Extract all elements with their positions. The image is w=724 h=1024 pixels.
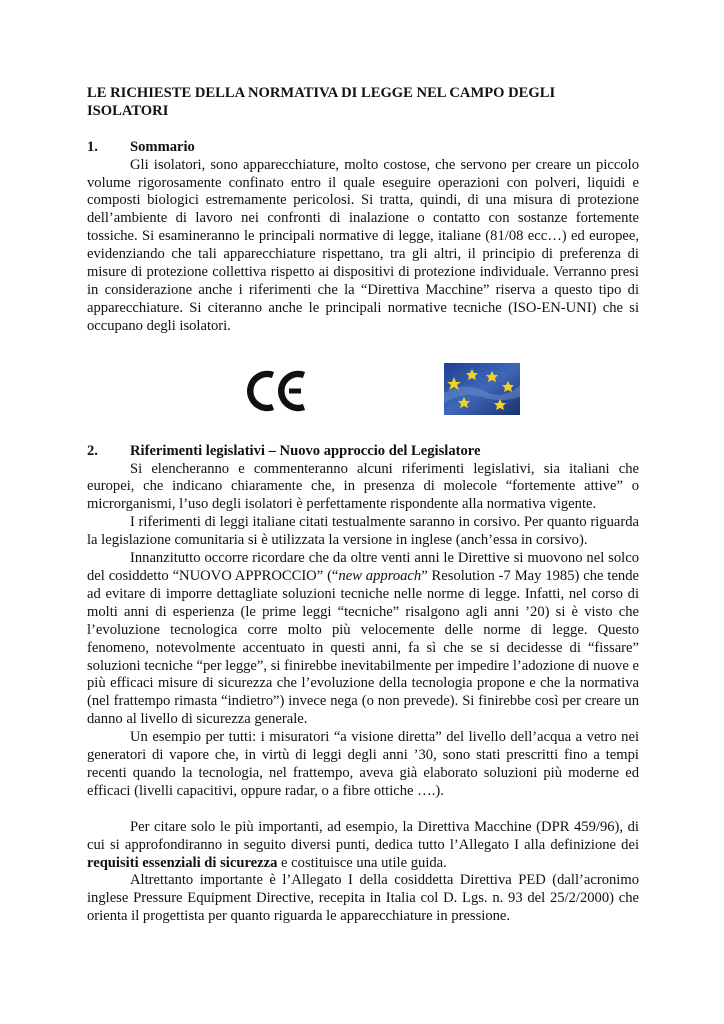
p3-italic-term: new approach (338, 568, 422, 585)
logos-row (87, 336, 639, 443)
section-2-heading (87, 443, 639, 461)
section-2-paragraph-1: Si elencheranno e commenteranno alcuni riferimenti legislativi, sia italiani che europei, che indicano chiaramente che, in presenza di molecole “fortemente attive” o microrganismi, l’uso degli isolatori è perfettamente rispondente alla normativa vigente. (87, 460, 639, 513)
section-2-paragraph-6: Altrettanto importante è l’Allegato I della cosiddetta Direttiva PED (dall’acronimo inglese Pressure Equipment Directive, recepita in Italia col D. Lgs. n. 93 del 25/2/2000) che orienta il progettista per quanto riguarda le apparecchiature in pressione. (87, 872, 639, 925)
section-1-heading (87, 139, 639, 157)
ce-mark-icon (247, 369, 307, 413)
section-2-number: 2. (87, 442, 98, 459)
document-title: LE RICHIESTE DELLA NORMATIVA DI LEGGE NEL CAMPO DEGLI ISOLATORI (87, 85, 556, 119)
section-1-number: 1. (87, 138, 98, 155)
p5-text-before: Per citare solo le più importanti, ad esempio, la Direttiva Macchine (DPR 459/96), di cui si approfondiranno in seguito diversi punti, dedica tutto l’Allegato I alla definizione dei (87, 818, 639, 853)
document-page (87, 85, 639, 926)
eu-flag-icon (444, 363, 520, 415)
p5-bold-term: requisiti essenziali di sicurezza (87, 854, 278, 871)
blank-line (87, 801, 639, 819)
section-2-title: Riferimenti legislativi – Nuovo approccio del Legislatore (130, 442, 481, 459)
section-1-title: Sommario (130, 138, 195, 155)
p3-text-before: Innanzitutto occorre ricordare che da oltre venti anni le Direttive si muovono nel solco del cosiddetto “NUOVO APPROCCIO” (“ (87, 550, 639, 585)
p5-text-after: e costituisce una utile guida. (277, 854, 447, 871)
section-2-paragraph-2: I riferimenti di leggi italiane citati testualmente saranno in corsivo. Per quanto riguarda la legislazione comunitaria si è utilizzata la versione in inglese (anch’essa in corsivo). (87, 514, 639, 549)
section-1-paragraph: Gli isolatori, sono apparecchiature, molto costose, che servono per creare un piccolo volume rigorosamente confinato entro il quale eseguire operazioni con polveri, liquidi e composti biologici estremamente pericolosi. Si tratta, quindi, di una misura di protezione dell’ambiente di lavoro nei confronti di inalazione o contatto con sostanze fortemente tossiche. Si esamineranno le principali normative di legge, italiane (81/08 ecc…) ed europee, evidenziando che tali apparecchiature rispettano, tra gli altri, il principio di preferenza di misure di protezione collettiva rispetto ai dispositivi di protezione individuale. Verranno presi in considerazione anche i riferimenti che la “Direttiva Macchine” riserva a questo tipo di apparecchiature. Si citeranno anche le principali normative tecniche (ISO-EN-UNI) che si occupano degli isolatori. (87, 156, 639, 334)
p3-text-after: ” Resolution -7 May 1985) che tende ad evitare di imporre dettagliate soluzioni tecniche nelle norme di legge. Infatti, nel corso di molti anni di esperienza (le prime leggi “tecniche” risalgono agli anni ’20) si è visto che l’evoluzione tecnologica corre molto più velocemente delle norme di legge. Questo fenomeno, notevolmente accentuato in questi anni, fa sì che se si decidesse di “fissare” soluzioni tecniche “per legge”, si finirebbe inevitabilmente per impedire l’adozione di nuove e più efficaci misure di sicurezza che l’evoluzione della tecnologia propone e che la normativa (nel frattempo rimasta “indietro”) invece nega (o non prevede). Si finirebbe così per creare un danno al livello di sicurezza generale. (87, 568, 639, 728)
section-2-paragraph-3 (87, 550, 639, 729)
section-2-paragraph-4: Un esempio per tutti: i misuratori “a visione diretta” del livello dell’acqua a vetro nei generatori di vapore che, in virtù di leggi degli anni ’30, sono stati prescritti fino a tempi recenti quando la tecnologia, nel frattempo, aveva già elaborato soluzioni più moderne ed efficaci (livelli capacitivi, oppure radar, o a fibre ottiche ….). (87, 729, 639, 799)
section-2-paragraph-5 (87, 819, 639, 873)
